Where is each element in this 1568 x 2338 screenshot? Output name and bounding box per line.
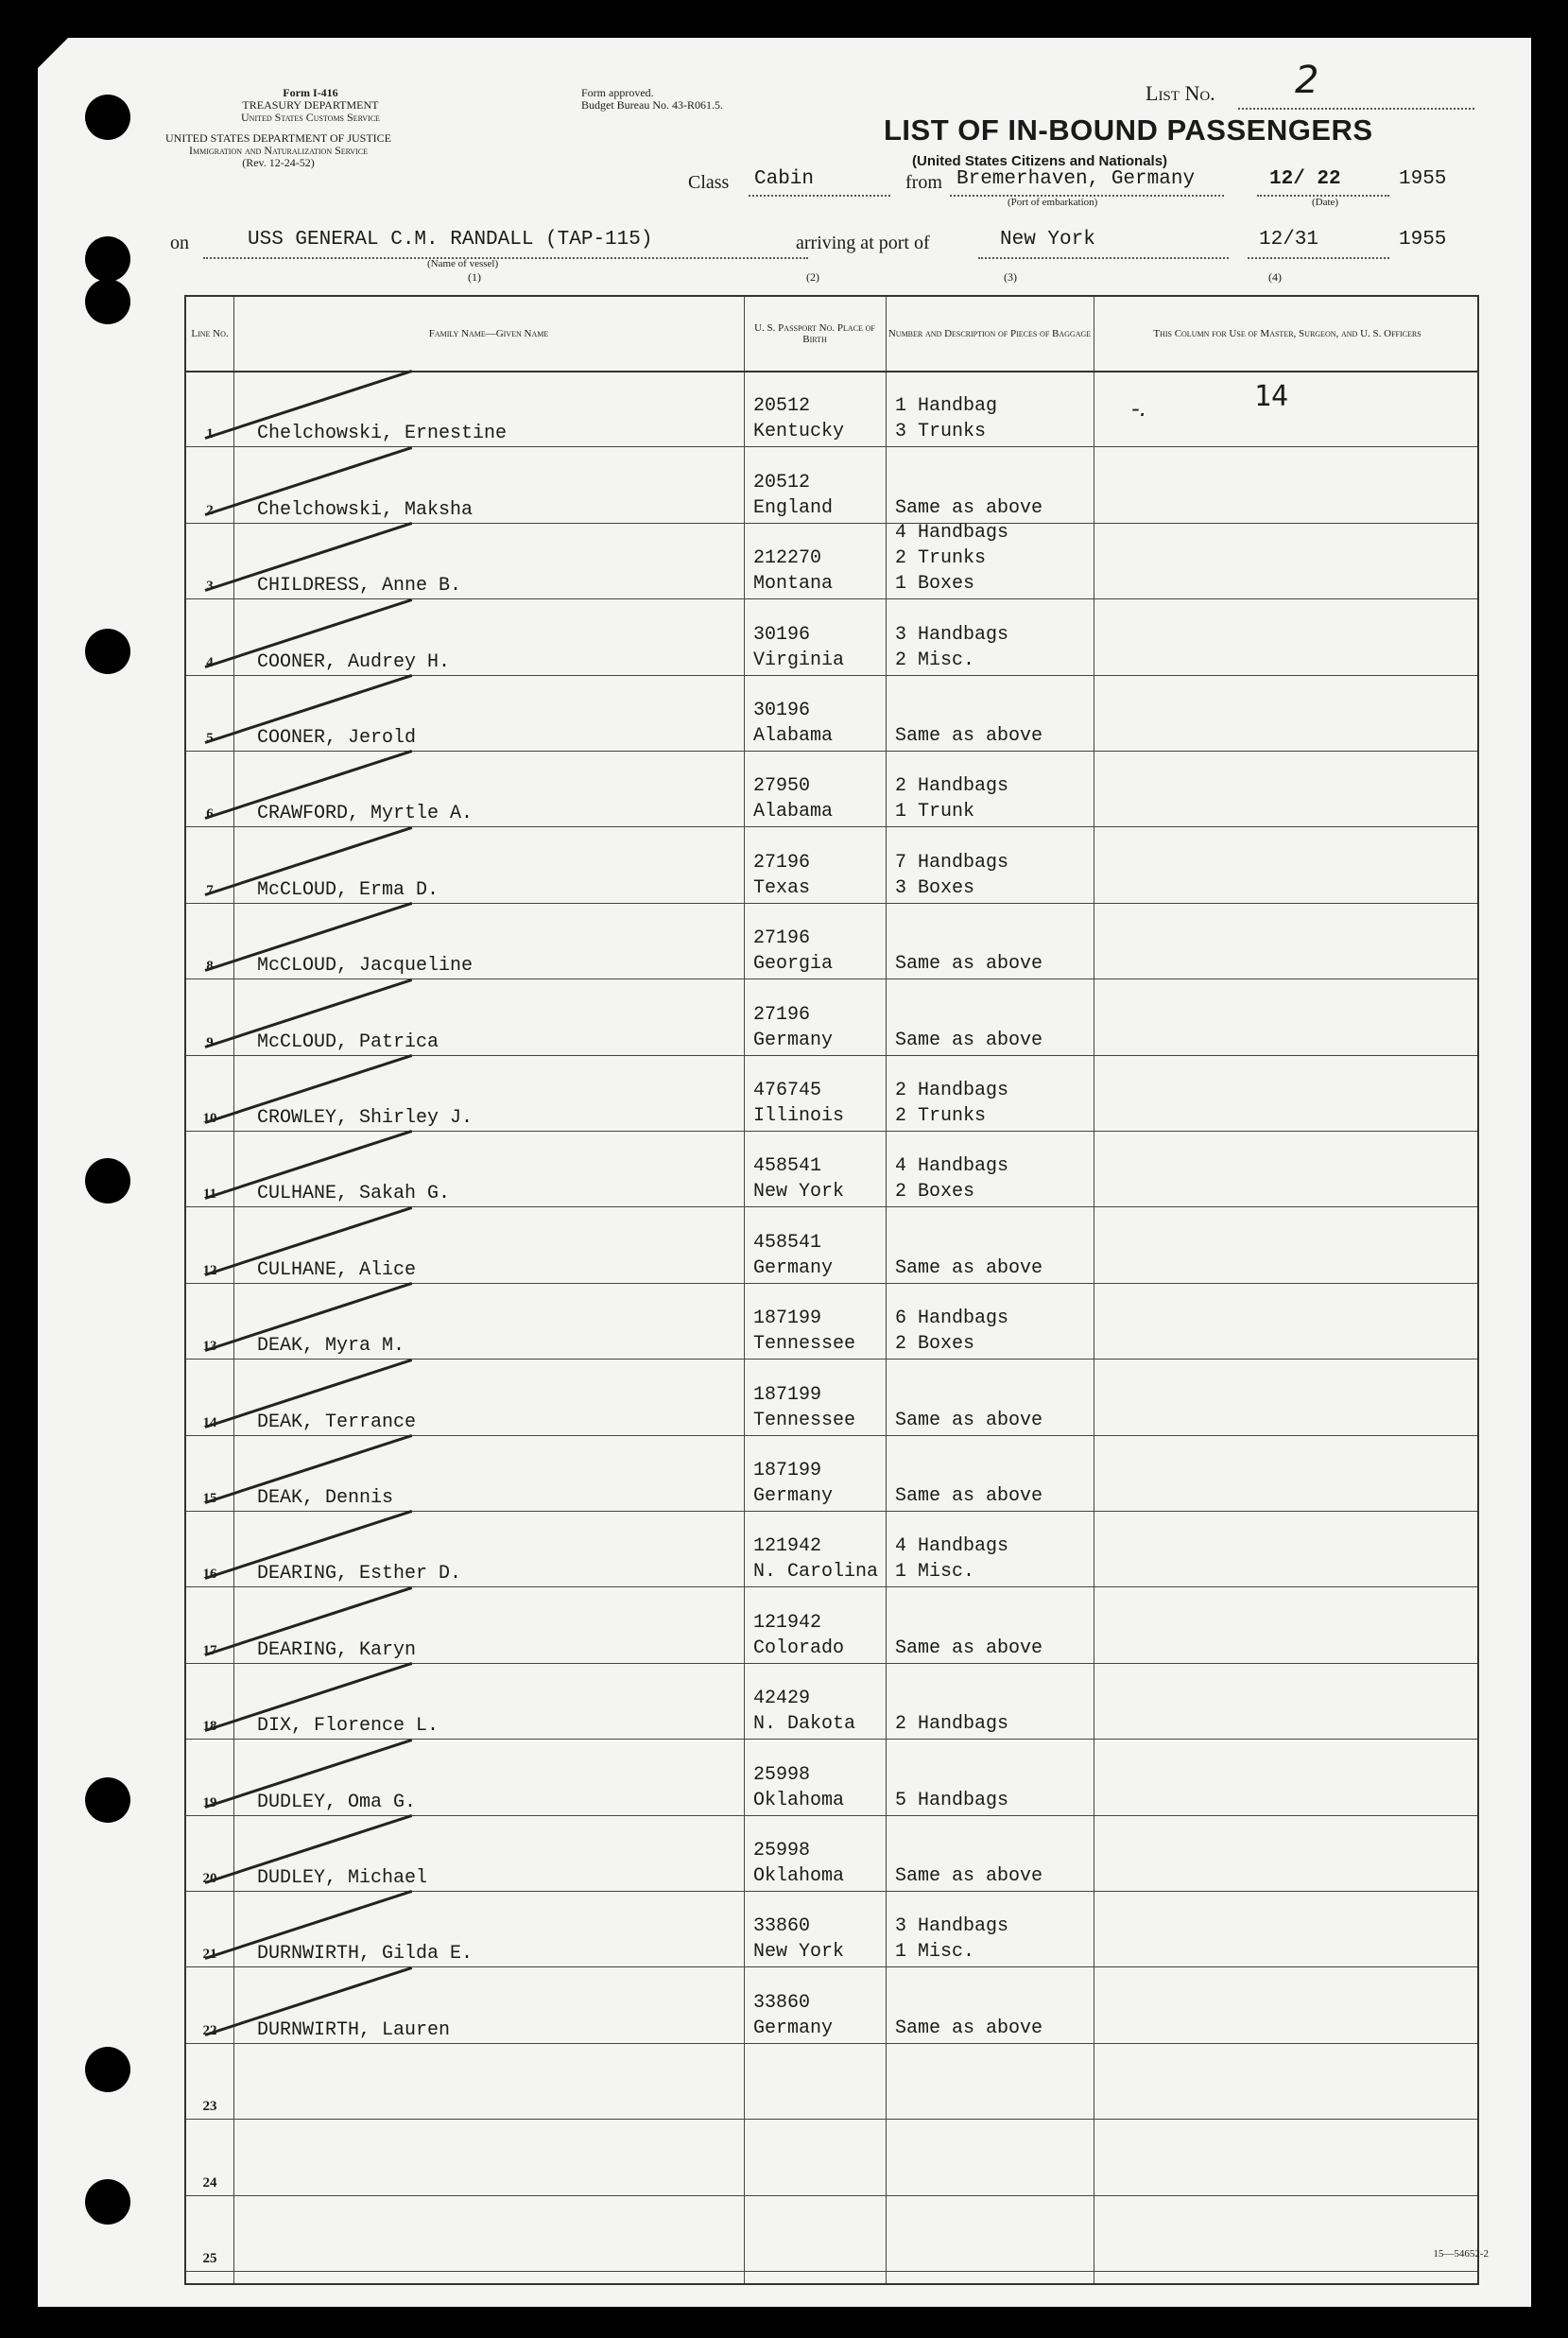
form-approved: Form approved. xyxy=(581,86,654,99)
departure-year: 1955 xyxy=(1399,168,1447,190)
line-number: 24 xyxy=(202,2174,217,2191)
table-row xyxy=(186,675,1477,752)
baggage-line: 2 Trunks xyxy=(895,1104,987,1127)
table-row xyxy=(186,1815,1477,1892)
baggage-line: 1 Misc. xyxy=(895,1561,975,1584)
table-row xyxy=(186,1359,1477,1435)
baggage-line: Same as above xyxy=(895,496,1043,519)
place-of-birth: N. Dakota xyxy=(753,1713,856,1736)
passport-number: 25998 xyxy=(753,1763,811,1786)
passenger-name: DEAK, Terrance xyxy=(257,1411,417,1433)
place-of-birth: Oklahoma xyxy=(753,1789,845,1811)
passenger-name: CHILDRESS, Anne B. xyxy=(257,575,462,597)
passport-number: 187199 xyxy=(753,1459,822,1481)
baggage-cell xyxy=(895,393,997,444)
baggage-cell xyxy=(895,1153,1008,1204)
baggage-cell xyxy=(895,495,1042,521)
passport-cell xyxy=(753,1230,833,1281)
form-revision: (Rev. 12-24-52) xyxy=(242,156,315,169)
baggage-line: 1 Handbag xyxy=(895,395,998,418)
line-number: 17 xyxy=(202,1642,217,1658)
baggage-line: 3 Handbags xyxy=(895,1915,1009,1938)
baggage-line: 1 Boxes xyxy=(895,573,975,596)
passport-cell xyxy=(753,1762,844,1813)
col-num-2: (2) xyxy=(806,270,819,284)
table-row xyxy=(186,1891,1477,1967)
passport-number: 27196 xyxy=(753,927,811,950)
arriving-label: arriving at port of xyxy=(796,233,930,253)
passport-number: 27950 xyxy=(753,775,811,798)
place-of-birth: Germany xyxy=(753,1256,834,1279)
baggage-line: 2 Misc. xyxy=(895,649,975,671)
baggage-line: 4 Handbags xyxy=(895,522,1009,545)
class-value: Cabin xyxy=(754,168,815,190)
baggage-line: 2 Boxes xyxy=(895,1181,975,1204)
form-subtitle: (United States Citizens and Nationals) xyxy=(912,153,1168,169)
line-number: 3 xyxy=(206,579,214,595)
place-of-birth: Germany xyxy=(753,2017,834,2039)
list-no-value: 2 xyxy=(1295,59,1319,102)
line-number: 25 xyxy=(202,2250,217,2266)
baggage-cell xyxy=(895,1711,1008,1737)
place-of-birth: Oklahoma xyxy=(753,1864,845,1887)
table-row xyxy=(186,1283,1477,1360)
passenger-name: Chelchowski, Ernestine xyxy=(257,423,508,445)
passenger-name: DIX, Florence L. xyxy=(257,1715,439,1738)
passport-cell xyxy=(753,1610,844,1661)
punch-hole xyxy=(85,236,130,282)
header-passport: U. S. Passport No. Place of Birth xyxy=(754,322,875,345)
on-label: on xyxy=(170,233,189,253)
punch-hole xyxy=(85,279,130,324)
baggage-cell xyxy=(895,622,1008,673)
baggage-line: Same as above xyxy=(895,1864,1043,1887)
vessel-line xyxy=(203,257,808,259)
line-number: 8 xyxy=(206,959,214,975)
passenger-name: DEARING, Esther D. xyxy=(257,1563,462,1585)
place-of-birth: Kentucky xyxy=(753,421,845,443)
line-number: 1 xyxy=(206,426,214,442)
baggage-cell xyxy=(895,1483,1042,1509)
baggage-line: 5 Handbags xyxy=(895,1789,1009,1811)
place-of-birth: Alabama xyxy=(753,724,834,747)
passport-number: 187199 xyxy=(753,1383,822,1406)
baggage-line: Same as above xyxy=(895,1637,1043,1659)
passport-cell xyxy=(753,1458,833,1509)
manifest-page xyxy=(38,38,1531,2307)
baggage-cell xyxy=(895,1863,1042,1889)
line-number: 2 xyxy=(206,502,214,518)
officer-dash: -. xyxy=(1131,395,1147,422)
arrival-year: 1955 xyxy=(1399,229,1447,251)
passport-number: 42429 xyxy=(753,1688,811,1710)
punch-hole xyxy=(85,2179,130,2225)
line-number: 13 xyxy=(202,1339,217,1355)
passport-number: 212270 xyxy=(753,547,822,570)
line-number: 19 xyxy=(202,1794,217,1810)
passenger-name: McCLOUD, Patrica xyxy=(257,1030,439,1053)
arrival-date-line xyxy=(1248,257,1389,259)
table-row xyxy=(186,1663,1477,1740)
line-number: 4 xyxy=(206,654,214,670)
col-num-3: (3) xyxy=(1004,270,1017,284)
baggage-line: Same as above xyxy=(895,2017,1043,2039)
date-caption: (Date) xyxy=(1312,197,1339,208)
treasury-dept: TREASURY DEPARTMENT xyxy=(242,98,379,112)
passport-cell xyxy=(753,1533,878,1585)
table-row xyxy=(186,1739,1477,1815)
line-number: 5 xyxy=(206,730,214,746)
passport-number: 33860 xyxy=(753,1991,811,2014)
place-of-birth: Georgia xyxy=(753,953,834,976)
passport-number: 27196 xyxy=(753,1003,811,1026)
line-number: 15 xyxy=(202,1490,217,1506)
table-row xyxy=(186,1055,1477,1132)
list-no-label: List No. xyxy=(1146,81,1215,105)
passenger-name: CULHANE, Alice xyxy=(257,1258,417,1281)
baggage-cell xyxy=(895,520,1008,597)
table-row xyxy=(186,1435,1477,1512)
baggage-line: Same as above xyxy=(895,724,1043,747)
passenger-name: DUDLEY, Oma G. xyxy=(257,1791,417,1813)
place-of-birth: Texas xyxy=(753,876,811,899)
arrival-port-line xyxy=(978,257,1229,259)
table-row xyxy=(186,751,1477,827)
passport-cell xyxy=(753,698,833,749)
place-of-birth: Virginia xyxy=(753,649,845,671)
place-of-birth: New York xyxy=(753,1181,845,1204)
treasury-block xyxy=(241,87,380,124)
baggage-line: Same as above xyxy=(895,1256,1043,1279)
baggage-line: 3 Trunks xyxy=(895,421,987,443)
baggage-cell xyxy=(895,951,1042,977)
passport-cell xyxy=(753,393,844,444)
line-number: 11 xyxy=(202,1186,217,1203)
header-baggage: Number and Description of Pieces of Baggage xyxy=(887,328,1092,339)
place-of-birth: Illinois xyxy=(753,1104,845,1127)
punch-hole xyxy=(85,1158,130,1204)
passport-cell xyxy=(753,1686,855,1737)
place-of-birth: Tennessee xyxy=(753,1333,856,1356)
passport-number: 33860 xyxy=(753,1915,811,1938)
place-of-birth: Germany xyxy=(753,1484,834,1507)
line-number: 22 xyxy=(202,2022,217,2038)
passport-cell xyxy=(753,1078,844,1129)
passenger-name: DURNWIRTH, Gilda E. xyxy=(257,1943,474,1966)
officer-mark: 14 xyxy=(1254,380,1289,413)
passport-cell xyxy=(753,1306,855,1357)
passport-number: 458541 xyxy=(753,1155,822,1178)
baggage-cell xyxy=(895,1306,1008,1357)
list-no-line xyxy=(1238,108,1474,110)
form-title: LIST OF IN-BOUND PASSENGERS xyxy=(884,113,1373,147)
baggage-cell xyxy=(895,723,1042,749)
baggage-line: 7 Handbags xyxy=(895,851,1009,874)
table-row xyxy=(186,446,1477,523)
passport-number: 476745 xyxy=(753,1079,822,1101)
table-row xyxy=(186,598,1477,675)
punch-hole xyxy=(85,2047,130,2092)
header-line-no: Line No. xyxy=(191,328,229,339)
passport-cell xyxy=(753,546,833,597)
baggage-line: 2 Trunks xyxy=(895,547,987,570)
baggage-line: 2 Handbags xyxy=(895,775,1009,798)
table-row xyxy=(186,371,1477,447)
passport-cell xyxy=(753,1002,833,1053)
passport-number: 121942 xyxy=(753,1611,822,1634)
passport-cell xyxy=(753,926,833,977)
line-number: 12 xyxy=(202,1262,217,1278)
col-num-1: (1) xyxy=(468,270,481,284)
baggage-cell xyxy=(895,2016,1042,2041)
line-number: 16 xyxy=(202,1567,217,1583)
passenger-name: CULHANE, Sakah G. xyxy=(257,1183,451,1205)
baggage-line: 4 Handbags xyxy=(895,1155,1009,1178)
baggage-cell xyxy=(895,1636,1042,1661)
passport-cell xyxy=(753,1838,844,1889)
arrival-port: New York xyxy=(1000,229,1095,251)
baggage-line: 1 Misc. xyxy=(895,1941,975,1964)
baggage-cell xyxy=(895,1256,1042,1281)
table-row xyxy=(186,1966,1477,2043)
port-caption: (Port of embarkation) xyxy=(1008,197,1098,208)
baggage-cell xyxy=(895,1788,1008,1813)
footer-code: 15—54652-2 xyxy=(1433,2248,1489,2260)
passport-cell xyxy=(753,622,844,673)
table-row xyxy=(186,1131,1477,1207)
baggage-line: 6 Handbags xyxy=(895,1308,1009,1330)
line-number: 23 xyxy=(202,2099,217,2115)
table-row xyxy=(186,903,1477,979)
passport-number: 30196 xyxy=(753,699,811,721)
passenger-name: CROWLEY, Shirley J. xyxy=(257,1106,474,1129)
line-number: 6 xyxy=(206,806,214,823)
baggage-line: 4 Handbags xyxy=(895,1535,1009,1558)
passenger-name: Chelchowski, Maksha xyxy=(257,498,474,521)
table-row xyxy=(186,2119,1477,2195)
baggage-cell xyxy=(895,1914,1008,1965)
passenger-name: COONER, Jerold xyxy=(257,726,417,749)
place-of-birth: Tennessee xyxy=(753,1409,856,1431)
baggage-line: 3 Handbags xyxy=(895,623,1009,646)
embark-port-value: Bremerhaven, Germany xyxy=(956,168,1196,190)
form-number: Form I-416 xyxy=(283,86,338,99)
passenger-table xyxy=(184,295,1479,2285)
from-label: from xyxy=(905,172,942,193)
passenger-name: DUDLEY, Michael xyxy=(257,1866,428,1889)
place-of-birth: Montana xyxy=(753,573,834,596)
passport-cell xyxy=(753,773,833,824)
line-number: 14 xyxy=(202,1414,217,1430)
line-number: 9 xyxy=(206,1034,214,1050)
place-of-birth: Germany xyxy=(753,1029,834,1051)
table-header xyxy=(186,297,1477,372)
approval-block xyxy=(581,87,723,112)
passport-number: 20512 xyxy=(753,471,811,494)
line-number: 7 xyxy=(206,882,214,898)
table-row xyxy=(186,826,1477,903)
passenger-name: DEAK, Dennis xyxy=(257,1486,394,1509)
baggage-line: 3 Boxes xyxy=(895,876,975,899)
place-of-birth: New York xyxy=(753,1941,845,1964)
baggage-line: Same as above xyxy=(895,953,1043,976)
passenger-name: COONER, Audrey H. xyxy=(257,650,451,673)
class-line xyxy=(749,195,890,197)
budget-bureau: Budget Bureau No. 43-R061.5. xyxy=(581,98,723,112)
passenger-name: McCLOUD, Jacqueline xyxy=(257,955,474,978)
baggage-line: 2 Boxes xyxy=(895,1333,975,1356)
customs-service: United States Customs Service xyxy=(241,111,380,124)
line-number: 20 xyxy=(202,1870,217,1886)
passport-number: 27196 xyxy=(753,851,811,874)
passport-number: 187199 xyxy=(753,1308,822,1330)
passport-number: 458541 xyxy=(753,1231,822,1254)
passport-cell xyxy=(753,850,810,901)
punch-hole xyxy=(85,95,130,140)
table-row xyxy=(186,2043,1477,2120)
passport-number: 30196 xyxy=(753,623,811,646)
baggage-line: 2 Handbags xyxy=(895,1713,1009,1736)
place-of-birth: N. Carolina xyxy=(753,1561,879,1584)
baggage-cell xyxy=(895,1078,1008,1129)
table-row xyxy=(186,1206,1477,1283)
baggage-line: 1 Trunk xyxy=(895,801,975,823)
justice-dept: UNITED STATES DEPARTMENT OF JUSTICE xyxy=(165,131,392,145)
punch-hole xyxy=(85,629,130,674)
baggage-cell xyxy=(895,850,1008,901)
passport-number: 20512 xyxy=(753,395,811,418)
baggage-cell xyxy=(895,1028,1042,1053)
table-row xyxy=(186,1586,1477,1663)
baggage-line: Same as above xyxy=(895,1409,1043,1431)
col-num-4: (4) xyxy=(1268,270,1282,284)
baggage-cell xyxy=(895,773,1008,824)
departure-date: 12/ 22 xyxy=(1269,168,1341,190)
vessel-caption: (Name of vessel) xyxy=(427,258,499,269)
justice-block xyxy=(165,132,391,169)
header-name: Family Name—Given Name xyxy=(428,328,549,339)
passport-cell xyxy=(753,1382,855,1433)
passenger-name: DURNWIRTH, Lauren xyxy=(257,2018,451,2041)
passport-cell xyxy=(753,470,833,521)
passport-cell xyxy=(753,1914,844,1965)
ins-service: Immigration and Naturalization Service xyxy=(189,144,369,157)
vessel-name: USS GENERAL C.M. RANDALL (TAP-115) xyxy=(248,229,653,251)
passport-number: 121942 xyxy=(753,1535,822,1558)
arrival-date: 12/31 xyxy=(1259,229,1319,251)
class-label: Class xyxy=(688,172,730,193)
header-officers: This Column for Use of Master, Surgeon, and U. S. Officers xyxy=(1153,328,1422,339)
baggage-line: Same as above xyxy=(895,1484,1043,1507)
passport-cell xyxy=(753,1990,833,2041)
line-number: 18 xyxy=(202,1719,217,1735)
punch-hole xyxy=(85,1777,130,1823)
baggage-cell xyxy=(895,1408,1042,1433)
baggage-cell xyxy=(895,1533,1008,1585)
passenger-name: DEARING, Karyn xyxy=(257,1638,417,1661)
table-row xyxy=(186,2195,1477,2272)
baggage-line: 2 Handbags xyxy=(895,1079,1009,1101)
place-of-birth: England xyxy=(753,496,834,519)
table-row xyxy=(186,978,1477,1055)
passport-number: 25998 xyxy=(753,1839,811,1862)
passenger-name: DEAK, Myra M. xyxy=(257,1335,405,1358)
line-number: 21 xyxy=(202,1947,217,1963)
baggage-line: Same as above xyxy=(895,1029,1043,1051)
passport-cell xyxy=(753,1153,844,1204)
passenger-name: CRAWFORD, Myrtle A. xyxy=(257,803,474,825)
line-number: 10 xyxy=(202,1110,217,1126)
place-of-birth: Colorado xyxy=(753,1637,845,1659)
place-of-birth: Alabama xyxy=(753,801,834,823)
table-row xyxy=(186,1511,1477,1587)
folded-corner xyxy=(38,38,68,68)
passenger-name: McCLOUD, Erma D. xyxy=(257,878,439,901)
table-row xyxy=(186,523,1477,599)
